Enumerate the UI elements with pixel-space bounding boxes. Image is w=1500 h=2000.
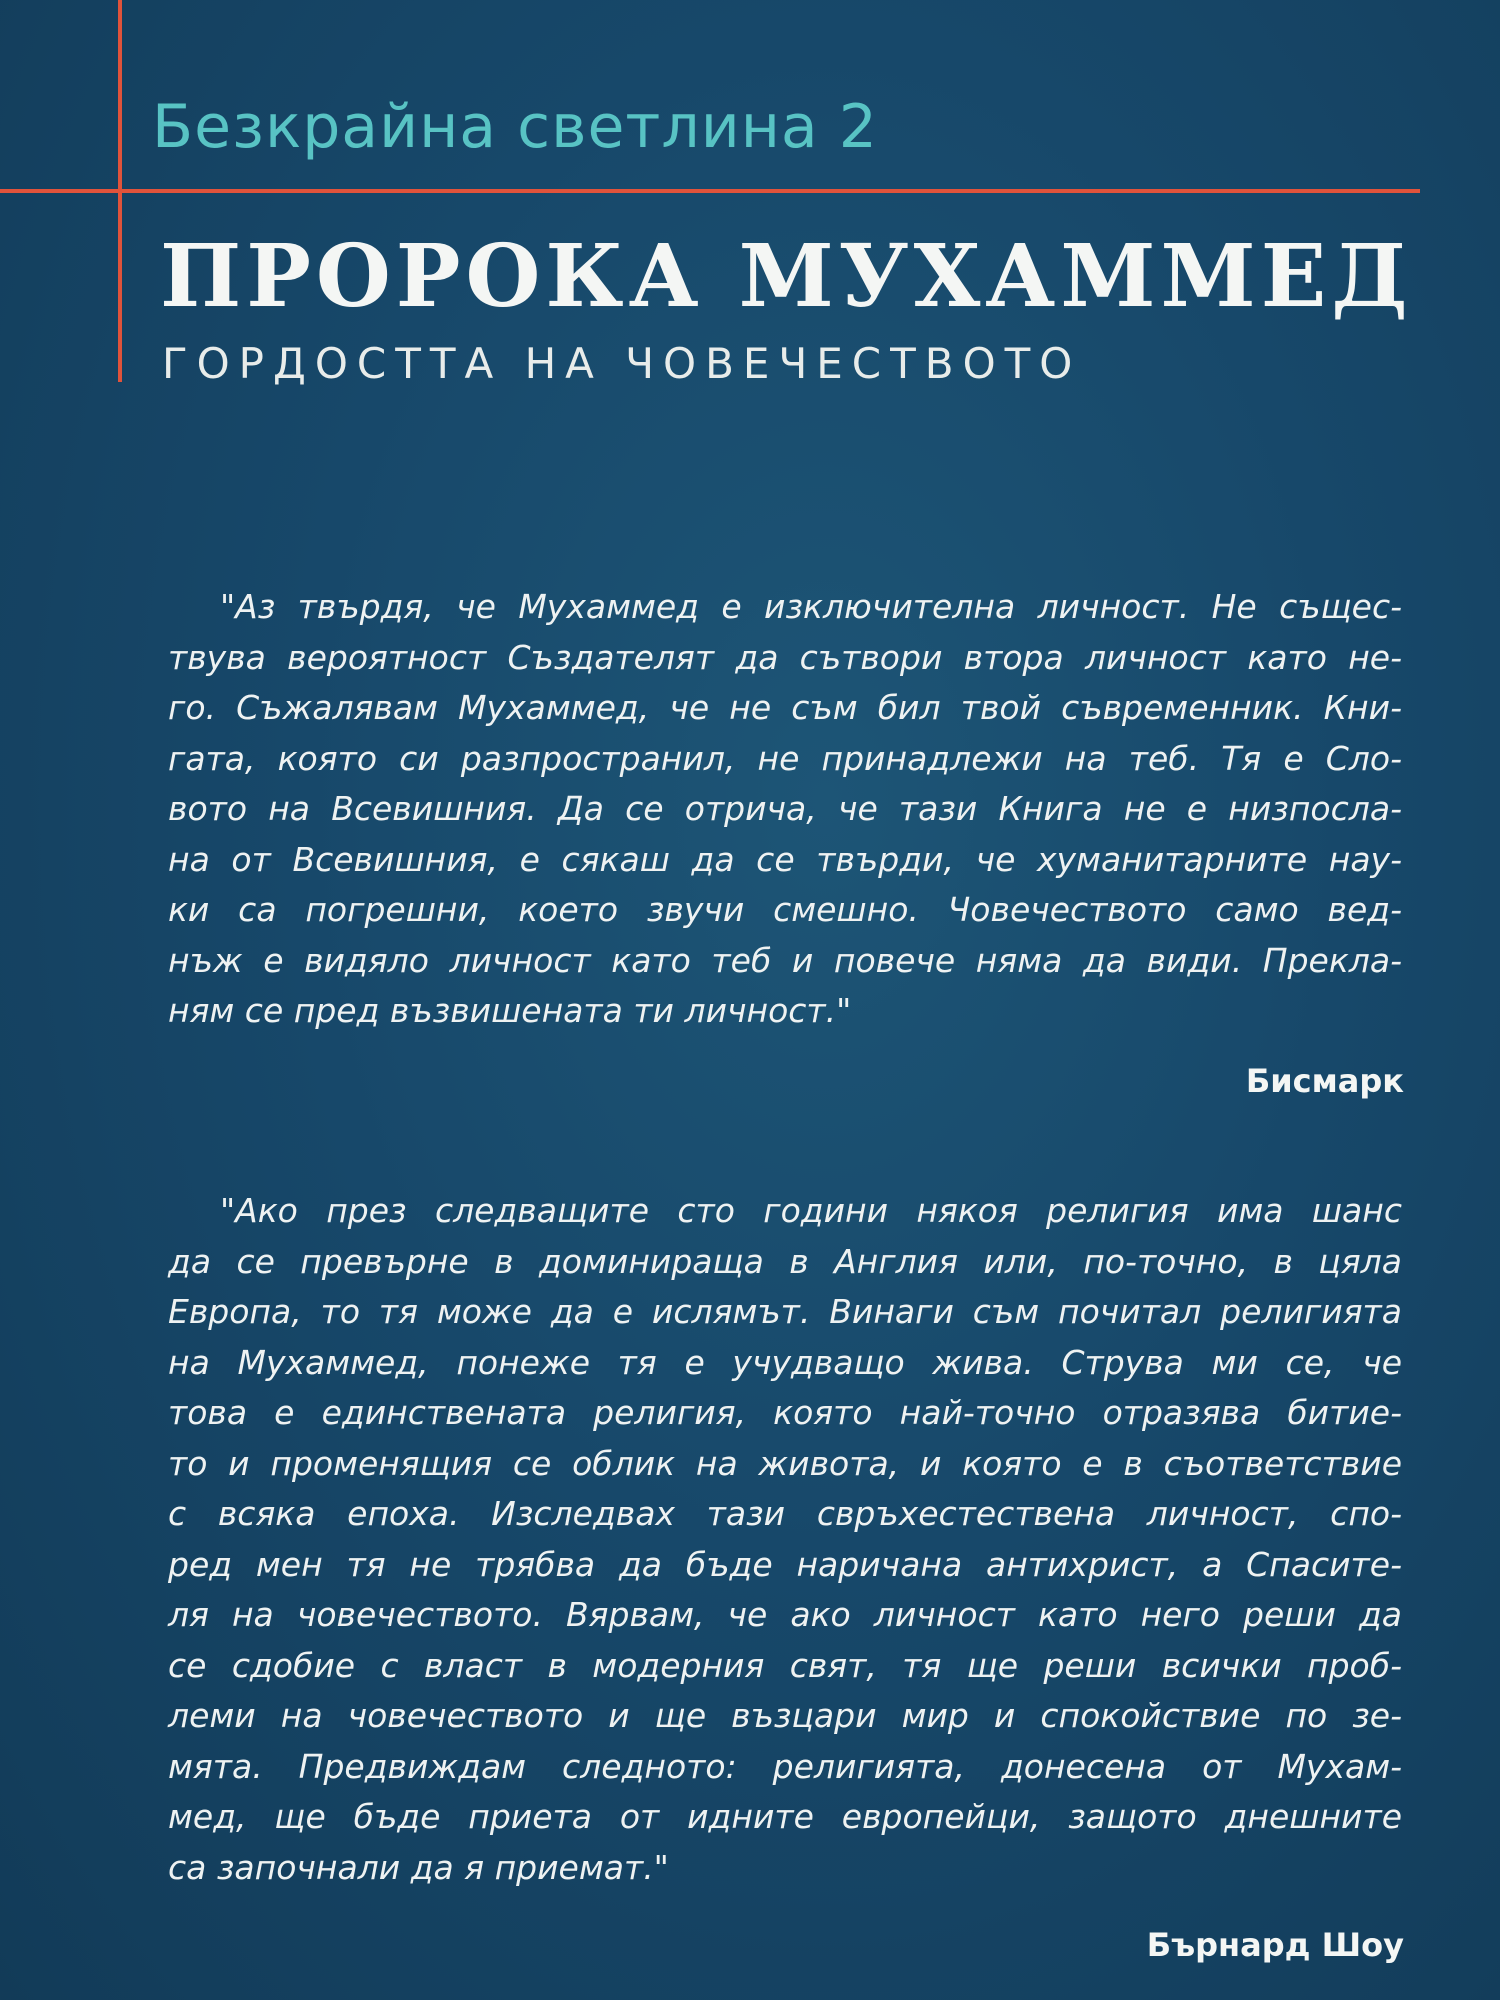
quote-bernard-shaw (168, 1186, 1402, 1893)
quote-line: го. Съжалявам Мухаммед, че не съм бил твой съвременник. Кни- (168, 688, 1402, 727)
quote-line: Европа, то тя може да е ислямът. Винаги съм почитал религията (168, 1292, 1402, 1331)
quote-line: ням се пред възвишената ти личност." (168, 991, 852, 1030)
quote-line: гата, която си разпространил, не принадлежи на теб. Тя е Сло- (168, 738, 1402, 778)
quote-line: се сдобие с власт в модерния свят, тя ще реши всички проб- (168, 1645, 1402, 1685)
book-title: ПРОРОКА МУХАММЕД (160, 226, 1413, 327)
quote-line: това е единствената религия, която най-точно отразява битие- (168, 1393, 1402, 1432)
quote-line: "Аз твърдя, че Мухаммед е изключителна личност. Не същес- (220, 587, 1402, 626)
book-subtitle: ГОРДОСТТА НА ЧОВЕЧЕСТВОТО (162, 339, 1082, 388)
quote-line: то и променящия се облик на живота, и която е в съответствие (168, 1443, 1402, 1483)
quote-line: с всяка епоха. Изследвах тази свръхестествена личност, спо- (168, 1494, 1402, 1533)
quote-line: ред мен тя не трябва да бъде наричана антихрист, а Спасите- (168, 1544, 1402, 1584)
horizontal-accent-rule (0, 189, 1420, 193)
quote-line: нъж е видяло личност като теб и повече няма да види. Прекла- (168, 940, 1402, 980)
series-title: Безкрайна светлина 2 (152, 92, 878, 162)
quote-line: на Мухаммед, понеже тя е учудващо жива. Струва ми се, че (168, 1342, 1402, 1382)
quote-line: ля на човечеството. Вярвам, че ако личност като него реши да (168, 1595, 1402, 1634)
quote-author-bernard-shaw: Бърнард Шоу (1146, 1926, 1404, 1964)
quote-line: леми на човечеството и ще възцари мир и спокойствие по зе- (168, 1696, 1402, 1735)
quote-line: вото на Всевишния. Да се отрича, че тази Книга не е низпосла- (168, 789, 1402, 828)
quote-line: твува вероятност Създателят да сътвори втора личност като не- (168, 637, 1402, 677)
quote-line: са започнали да я приемат." (168, 1847, 669, 1887)
quote-line: ки са погрешни, което звучи смешно. Човечеството само вед- (168, 890, 1402, 929)
quote-author-bismarck: Бисмарк (1245, 1062, 1404, 1100)
quote-line: мята. Предвиждам следното: религията, донесена от Мухам- (168, 1746, 1402, 1786)
quote-bismarck (168, 582, 1402, 1037)
quote-line: да се превърне в доминираща в Англия или, по-точно, в цяла (168, 1241, 1402, 1281)
quote-line: мед, ще бъде приета от идните европейци, защото днешните (168, 1797, 1402, 1836)
quote-line: "Ако през следващите сто години някоя религия има шанс (220, 1191, 1402, 1230)
quote-line: на от Всевишния, е сякаш да се твърди, че хуманитарните нау- (168, 839, 1402, 879)
